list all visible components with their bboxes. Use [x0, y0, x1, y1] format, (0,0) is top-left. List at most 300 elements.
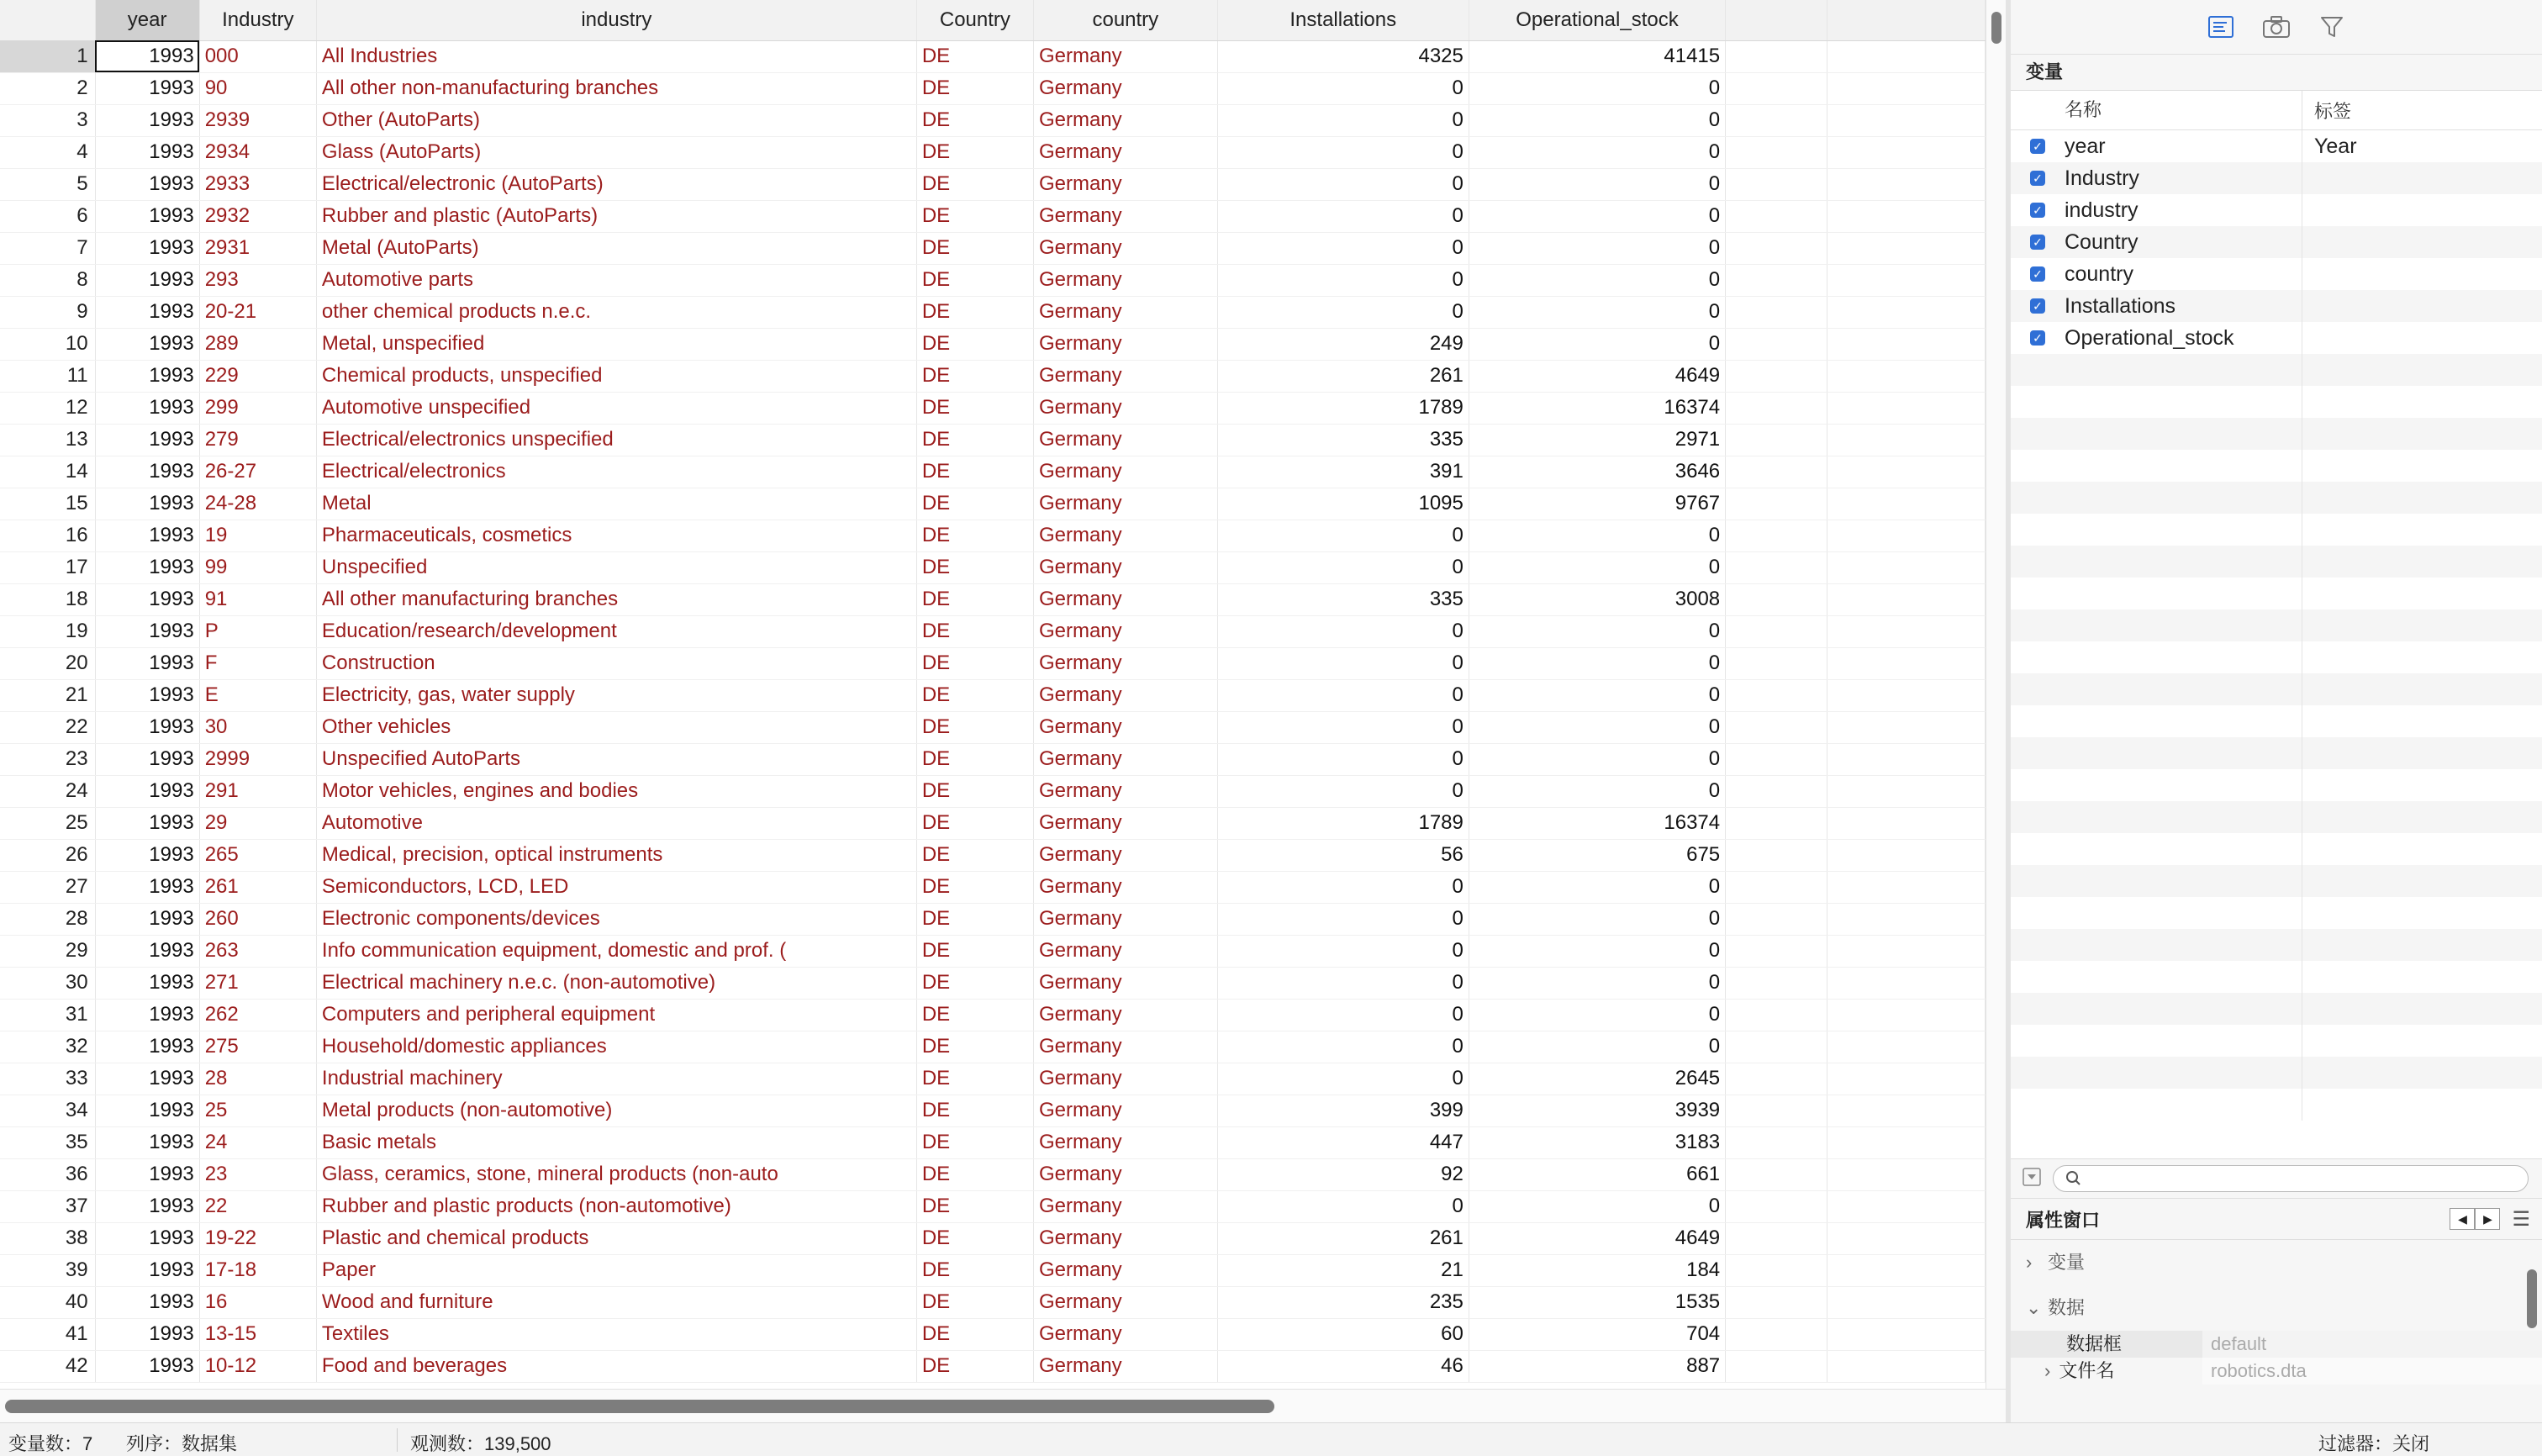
- cell-industry-code[interactable]: 23: [199, 1158, 316, 1190]
- cell-installations[interactable]: 0: [1217, 1063, 1469, 1095]
- empty-cell[interactable]: [1827, 551, 1985, 583]
- empty-cell[interactable]: [1827, 871, 1985, 903]
- cell-industry-name[interactable]: Metal products (non-automotive): [316, 1095, 916, 1126]
- cell-operational-stock[interactable]: 0: [1469, 1031, 1725, 1063]
- cell-industry-name[interactable]: Unspecified: [316, 551, 916, 583]
- table-row[interactable]: [0, 1126, 1986, 1158]
- cell-country-code[interactable]: DE: [916, 488, 1033, 520]
- cell-industry-name[interactable]: Glass (AutoParts): [316, 136, 916, 168]
- cell-industry-name[interactable]: Electricity, gas, water supply: [316, 679, 916, 711]
- table-row[interactable]: [0, 72, 1986, 104]
- cell-industry-name[interactable]: Electronic components/devices: [316, 903, 916, 935]
- table-row[interactable]: [0, 647, 1986, 679]
- empty-cell[interactable]: [1726, 679, 1827, 711]
- empty-cell[interactable]: [1827, 903, 1985, 935]
- empty-cell[interactable]: [1827, 1095, 1985, 1126]
- cell-country-name[interactable]: Germany: [1033, 647, 1217, 679]
- empty-cell[interactable]: [1726, 1190, 1827, 1222]
- cell-country-name[interactable]: Germany: [1033, 520, 1217, 551]
- cell-industry-code[interactable]: 19-22: [199, 1222, 316, 1254]
- name-column-header[interactable]: 名称: [2065, 91, 2302, 129]
- cell-country-code[interactable]: DE: [916, 903, 1033, 935]
- cell-country-name[interactable]: Germany: [1033, 839, 1217, 871]
- cell-country-code[interactable]: DE: [916, 1318, 1033, 1350]
- grid-horizontal-scroll-thumb[interactable]: [5, 1400, 1274, 1413]
- cell-year[interactable]: 1993: [95, 1286, 199, 1318]
- cell-year[interactable]: 1993: [95, 392, 199, 424]
- cell-country-name[interactable]: Germany: [1033, 296, 1217, 328]
- cell-operational-stock[interactable]: 0: [1469, 647, 1725, 679]
- table-row[interactable]: [0, 615, 1986, 647]
- cell-country-code[interactable]: DE: [916, 296, 1033, 328]
- cell-country-name[interactable]: Germany: [1033, 456, 1217, 488]
- cell-country-code[interactable]: DE: [916, 807, 1033, 839]
- row-number[interactable]: 2: [0, 72, 95, 104]
- cell-operational-stock[interactable]: 0: [1469, 168, 1725, 200]
- table-row[interactable]: [0, 1318, 1986, 1350]
- cell-operational-stock[interactable]: 0: [1469, 232, 1725, 264]
- cell-industry-code[interactable]: 229: [199, 360, 316, 392]
- cell-industry-name[interactable]: All other non-manufacturing branches: [316, 72, 916, 104]
- cell-installations[interactable]: 46: [1217, 1350, 1469, 1382]
- cell-industry-name[interactable]: Medical, precision, optical instruments: [316, 839, 916, 871]
- cell-year[interactable]: 1993: [95, 328, 199, 360]
- cell-installations[interactable]: 0: [1217, 1031, 1469, 1063]
- cell-country-name[interactable]: Germany: [1033, 136, 1217, 168]
- cell-industry-name[interactable]: All Industries: [316, 40, 916, 72]
- empty-cell[interactable]: [1726, 104, 1827, 136]
- cell-industry-name[interactable]: Plastic and chemical products: [316, 1222, 916, 1254]
- cell-industry-name[interactable]: Semiconductors, LCD, LED: [316, 871, 916, 903]
- cell-year[interactable]: 1993: [95, 232, 199, 264]
- cell-industry-code[interactable]: 28: [199, 1063, 316, 1095]
- row-number[interactable]: 34: [0, 1095, 95, 1126]
- cell-industry-code[interactable]: 24-28: [199, 488, 316, 520]
- cell-industry-code[interactable]: 10-12: [199, 1350, 316, 1382]
- row-number[interactable]: 42: [0, 1350, 95, 1382]
- empty-cell[interactable]: [1726, 1318, 1827, 1350]
- cell-country-name[interactable]: Germany: [1033, 775, 1217, 807]
- table-row[interactable]: [0, 1286, 1986, 1318]
- table-row[interactable]: [0, 839, 1986, 871]
- cell-operational-stock[interactable]: 4649: [1469, 360, 1725, 392]
- variable-row[interactable]: [2011, 130, 2542, 162]
- empty-cell[interactable]: [1827, 360, 1985, 392]
- table-row[interactable]: [0, 360, 1986, 392]
- row-number[interactable]: 40: [0, 1286, 95, 1318]
- cell-country-name[interactable]: Germany: [1033, 903, 1217, 935]
- cell-installations[interactable]: 1789: [1217, 392, 1469, 424]
- empty-cell[interactable]: [1827, 1318, 1985, 1350]
- cell-industry-name[interactable]: Electrical/electronics: [316, 456, 916, 488]
- cell-year[interactable]: 1993: [95, 1318, 199, 1350]
- cell-country-code[interactable]: DE: [916, 1222, 1033, 1254]
- cell-operational-stock[interactable]: 184: [1469, 1254, 1725, 1286]
- variable-row[interactable]: [2011, 322, 2542, 354]
- cell-country-name[interactable]: Germany: [1033, 711, 1217, 743]
- cell-industry-name[interactable]: Metal (AutoParts): [316, 232, 916, 264]
- empty-cell[interactable]: [1827, 935, 1985, 967]
- cell-year[interactable]: 1993: [95, 903, 199, 935]
- empty-cell[interactable]: [1726, 200, 1827, 232]
- empty-cell[interactable]: [1827, 136, 1985, 168]
- table-row[interactable]: [0, 488, 1986, 520]
- cell-year[interactable]: 1993: [95, 935, 199, 967]
- cell-operational-stock[interactable]: 3939: [1469, 1095, 1725, 1126]
- previous-arrow-icon[interactable]: ◀: [2450, 1208, 2475, 1230]
- cell-country-code[interactable]: DE: [916, 743, 1033, 775]
- variable-checkbox[interactable]: [2011, 171, 2065, 186]
- cell-industry-code[interactable]: 20-21: [199, 296, 316, 328]
- column-header-operational-stock[interactable]: Operational_stock: [1469, 0, 1725, 40]
- row-number[interactable]: 13: [0, 424, 95, 456]
- cell-year[interactable]: 1993: [95, 711, 199, 743]
- variable-checkbox[interactable]: [2011, 235, 2065, 250]
- cell-industry-code[interactable]: 265: [199, 839, 316, 871]
- cell-country-code[interactable]: DE: [916, 40, 1033, 72]
- grid-vertical-scrollbar[interactable]: [1986, 0, 2007, 1389]
- cell-operational-stock[interactable]: 3183: [1469, 1126, 1725, 1158]
- cell-country-name[interactable]: Germany: [1033, 328, 1217, 360]
- cell-industry-code[interactable]: 2999: [199, 743, 316, 775]
- variable-checkbox[interactable]: [2011, 203, 2065, 218]
- cell-operational-stock[interactable]: 0: [1469, 551, 1725, 583]
- row-number[interactable]: 22: [0, 711, 95, 743]
- cell-installations[interactable]: 0: [1217, 200, 1469, 232]
- cell-operational-stock[interactable]: 16374: [1469, 807, 1725, 839]
- cell-industry-name[interactable]: Construction: [316, 647, 916, 679]
- cell-operational-stock[interactable]: 0: [1469, 999, 1725, 1031]
- cell-industry-code[interactable]: 26-27: [199, 456, 316, 488]
- cell-industry-code[interactable]: 2932: [199, 200, 316, 232]
- cell-year[interactable]: 1993: [95, 1158, 199, 1190]
- cell-operational-stock[interactable]: 3008: [1469, 583, 1725, 615]
- cell-installations[interactable]: 0: [1217, 679, 1469, 711]
- column-header-country-code[interactable]: Country: [916, 0, 1033, 40]
- empty-cell[interactable]: [1827, 104, 1985, 136]
- empty-cell[interactable]: [1827, 807, 1985, 839]
- cell-country-name[interactable]: Germany: [1033, 264, 1217, 296]
- cell-country-code[interactable]: DE: [916, 839, 1033, 871]
- row-number[interactable]: 18: [0, 583, 95, 615]
- cell-industry-code[interactable]: 260: [199, 903, 316, 935]
- row-number[interactable]: 6: [0, 200, 95, 232]
- empty-cell[interactable]: [1827, 967, 1985, 999]
- cell-industry-name[interactable]: Household/domestic appliances: [316, 1031, 916, 1063]
- row-number-header[interactable]: [0, 0, 95, 40]
- cell-industry-name[interactable]: Rubber and plastic (AutoParts): [316, 200, 916, 232]
- empty-cell[interactable]: [1827, 488, 1985, 520]
- cell-year[interactable]: 1993: [95, 679, 199, 711]
- cell-installations[interactable]: 0: [1217, 871, 1469, 903]
- cell-country-name[interactable]: Germany: [1033, 1095, 1217, 1126]
- empty-cell[interactable]: [1726, 871, 1827, 903]
- cell-industry-code[interactable]: 000: [199, 40, 316, 72]
- row-number[interactable]: 12: [0, 392, 95, 424]
- empty-cell[interactable]: [1827, 999, 1985, 1031]
- cell-installations[interactable]: 0: [1217, 296, 1469, 328]
- empty-cell[interactable]: [1827, 1126, 1985, 1158]
- cell-year[interactable]: 1993: [95, 1126, 199, 1158]
- cell-country-name[interactable]: Germany: [1033, 1126, 1217, 1158]
- empty-cell[interactable]: [1726, 424, 1827, 456]
- cell-country-code[interactable]: DE: [916, 999, 1033, 1031]
- cell-installations[interactable]: 0: [1217, 520, 1469, 551]
- empty-cell[interactable]: [1726, 520, 1827, 551]
- cell-country-code[interactable]: DE: [916, 360, 1033, 392]
- cell-country-code[interactable]: DE: [916, 1286, 1033, 1318]
- cell-installations[interactable]: 0: [1217, 104, 1469, 136]
- empty-cell[interactable]: [1827, 711, 1985, 743]
- cell-country-name[interactable]: Germany: [1033, 168, 1217, 200]
- cell-industry-name[interactable]: Automotive: [316, 807, 916, 839]
- table-row[interactable]: [0, 232, 1986, 264]
- cell-industry-code[interactable]: 19: [199, 520, 316, 551]
- cell-country-code[interactable]: DE: [916, 232, 1033, 264]
- cell-installations[interactable]: 0: [1217, 743, 1469, 775]
- row-number[interactable]: 24: [0, 775, 95, 807]
- cell-operational-stock[interactable]: 0: [1469, 775, 1725, 807]
- cell-industry-name[interactable]: Other (AutoParts): [316, 104, 916, 136]
- empty-cell[interactable]: [1726, 296, 1827, 328]
- cell-installations[interactable]: 0: [1217, 903, 1469, 935]
- cell-year[interactable]: 1993: [95, 807, 199, 839]
- table-row[interactable]: [0, 967, 1986, 999]
- cell-installations[interactable]: 92: [1217, 1158, 1469, 1190]
- cell-industry-code[interactable]: 91: [199, 583, 316, 615]
- cell-industry-name[interactable]: Rubber and plastic products (non-automotive): [316, 1190, 916, 1222]
- row-number[interactable]: 4: [0, 136, 95, 168]
- filter-icon[interactable]: [2317, 12, 2347, 42]
- table-row[interactable]: [0, 296, 1986, 328]
- cell-industry-code[interactable]: 90: [199, 72, 316, 104]
- column-header-industry-code[interactable]: Industry: [199, 0, 316, 40]
- empty-cell[interactable]: [1726, 999, 1827, 1031]
- cell-year[interactable]: 1993: [95, 1222, 199, 1254]
- cell-country-name[interactable]: Germany: [1033, 488, 1217, 520]
- cell-industry-name[interactable]: Automotive unspecified: [316, 392, 916, 424]
- cell-country-name[interactable]: Germany: [1033, 1190, 1217, 1222]
- table-row[interactable]: [0, 1158, 1986, 1190]
- cell-industry-code[interactable]: 289: [199, 328, 316, 360]
- variable-row[interactable]: [2011, 290, 2542, 322]
- empty-cell[interactable]: [1726, 615, 1827, 647]
- empty-cell[interactable]: [1726, 647, 1827, 679]
- cell-industry-name[interactable]: Pharmaceuticals, cosmetics: [316, 520, 916, 551]
- cell-country-name[interactable]: Germany: [1033, 360, 1217, 392]
- cell-operational-stock[interactable]: 0: [1469, 264, 1725, 296]
- cell-year[interactable]: 1993: [95, 40, 199, 72]
- cell-installations[interactable]: 447: [1217, 1126, 1469, 1158]
- table-row[interactable]: [0, 743, 1986, 775]
- cell-operational-stock[interactable]: 0: [1469, 328, 1725, 360]
- empty-cell[interactable]: [1726, 264, 1827, 296]
- cell-industry-code[interactable]: 263: [199, 935, 316, 967]
- cell-industry-name[interactable]: Chemical products, unspecified: [316, 360, 916, 392]
- cell-operational-stock[interactable]: 0: [1469, 871, 1725, 903]
- cell-installations[interactable]: 0: [1217, 1190, 1469, 1222]
- empty-cell[interactable]: [1827, 40, 1985, 72]
- empty-cell[interactable]: [1827, 1190, 1985, 1222]
- cell-country-code[interactable]: DE: [916, 1350, 1033, 1382]
- cell-installations[interactable]: 335: [1217, 583, 1469, 615]
- empty-cell[interactable]: [1827, 1158, 1985, 1190]
- table-row[interactable]: [0, 264, 1986, 296]
- cell-operational-stock[interactable]: 0: [1469, 72, 1725, 104]
- cell-installations[interactable]: 261: [1217, 360, 1469, 392]
- cell-year[interactable]: 1993: [95, 1063, 199, 1095]
- cell-country-code[interactable]: DE: [916, 328, 1033, 360]
- empty-cell[interactable]: [1726, 328, 1827, 360]
- variable-row[interactable]: [2011, 226, 2542, 258]
- cell-industry-name[interactable]: Automotive parts: [316, 264, 916, 296]
- variables-table[interactable]: [2011, 91, 2542, 1158]
- cell-industry-name[interactable]: Motor vehicles, engines and bodies: [316, 775, 916, 807]
- empty-cell[interactable]: [1827, 775, 1985, 807]
- cell-year[interactable]: 1993: [95, 424, 199, 456]
- empty-cell[interactable]: [1726, 807, 1827, 839]
- cell-year[interactable]: 1993: [95, 520, 199, 551]
- property-filename[interactable]: [2011, 1358, 2542, 1385]
- cell-year[interactable]: 1993: [95, 871, 199, 903]
- cell-year[interactable]: 1993: [95, 839, 199, 871]
- cell-installations[interactable]: 1789: [1217, 807, 1469, 839]
- empty-cell[interactable]: [1726, 1350, 1827, 1382]
- empty-cell[interactable]: [1726, 1095, 1827, 1126]
- empty-cell[interactable]: [1726, 551, 1827, 583]
- cell-country-name[interactable]: Germany: [1033, 807, 1217, 839]
- empty-cell[interactable]: [1726, 488, 1827, 520]
- empty-cell[interactable]: [1827, 1350, 1985, 1382]
- table-row[interactable]: [0, 136, 1986, 168]
- cell-year[interactable]: 1993: [95, 647, 199, 679]
- empty-cell[interactable]: [1827, 615, 1985, 647]
- variable-checkbox[interactable]: [2011, 139, 2065, 154]
- cell-country-name[interactable]: Germany: [1033, 1350, 1217, 1382]
- row-number[interactable]: 36: [0, 1158, 95, 1190]
- row-number[interactable]: 26: [0, 839, 95, 871]
- cell-year[interactable]: 1993: [95, 200, 199, 232]
- empty-cell[interactable]: [1726, 1031, 1827, 1063]
- cell-installations[interactable]: 0: [1217, 967, 1469, 999]
- row-number[interactable]: 37: [0, 1190, 95, 1222]
- row-number[interactable]: 3: [0, 104, 95, 136]
- cell-year[interactable]: 1993: [95, 296, 199, 328]
- cell-country-name[interactable]: Germany: [1033, 200, 1217, 232]
- table-row[interactable]: [0, 1254, 1986, 1286]
- empty-cell[interactable]: [1827, 647, 1985, 679]
- empty-cell[interactable]: [1827, 679, 1985, 711]
- cell-year[interactable]: 1993: [95, 456, 199, 488]
- row-number[interactable]: 21: [0, 679, 95, 711]
- chevron-right-icon[interactable]: ›: [2044, 1360, 2051, 1381]
- column-header-industry-name[interactable]: industry: [316, 0, 916, 40]
- cell-installations[interactable]: 335: [1217, 424, 1469, 456]
- menu-icon[interactable]: ☰: [2512, 1207, 2530, 1231]
- cell-industry-code[interactable]: P: [199, 615, 316, 647]
- row-number[interactable]: 31: [0, 999, 95, 1031]
- table-row[interactable]: [0, 999, 1986, 1031]
- cell-operational-stock[interactable]: 0: [1469, 296, 1725, 328]
- cell-installations[interactable]: 0: [1217, 232, 1469, 264]
- cell-industry-name[interactable]: Education/research/development: [316, 615, 916, 647]
- row-number[interactable]: 7: [0, 232, 95, 264]
- empty-cell[interactable]: [1827, 839, 1985, 871]
- cell-country-name[interactable]: Germany: [1033, 392, 1217, 424]
- cell-year[interactable]: 1993: [95, 743, 199, 775]
- row-number[interactable]: 39: [0, 1254, 95, 1286]
- table-row[interactable]: [0, 1222, 1986, 1254]
- cell-installations[interactable]: 60: [1217, 1318, 1469, 1350]
- table-row[interactable]: [0, 1190, 1986, 1222]
- cell-operational-stock[interactable]: 887: [1469, 1350, 1725, 1382]
- table-row[interactable]: [0, 1095, 1986, 1126]
- cell-industry-code[interactable]: 2934: [199, 136, 316, 168]
- cell-country-code[interactable]: DE: [916, 1126, 1033, 1158]
- cell-installations[interactable]: 0: [1217, 935, 1469, 967]
- cell-country-code[interactable]: DE: [916, 583, 1033, 615]
- cell-country-code[interactable]: DE: [916, 72, 1033, 104]
- cell-country-name[interactable]: Germany: [1033, 551, 1217, 583]
- cell-country-code[interactable]: DE: [916, 392, 1033, 424]
- empty-cell[interactable]: [1827, 1254, 1985, 1286]
- variable-row[interactable]: [2011, 258, 2542, 290]
- cell-year[interactable]: 1993: [95, 72, 199, 104]
- empty-cell[interactable]: [1827, 1286, 1985, 1318]
- cell-country-code[interactable]: DE: [916, 1158, 1033, 1190]
- table-row[interactable]: [0, 1031, 1986, 1063]
- row-number[interactable]: 38: [0, 1222, 95, 1254]
- cell-industry-code[interactable]: 2933: [199, 168, 316, 200]
- property-frame[interactable]: [2011, 1331, 2542, 1358]
- cell-installations[interactable]: 261: [1217, 1222, 1469, 1254]
- cell-installations[interactable]: 399: [1217, 1095, 1469, 1126]
- cell-operational-stock[interactable]: 0: [1469, 903, 1725, 935]
- grid-horizontal-scrollbar[interactable]: [0, 1389, 2006, 1423]
- empty-cell[interactable]: [1726, 743, 1827, 775]
- cell-country-code[interactable]: DE: [916, 871, 1033, 903]
- cell-installations[interactable]: 56: [1217, 839, 1469, 871]
- cell-country-code[interactable]: DE: [916, 136, 1033, 168]
- cell-country-name[interactable]: Germany: [1033, 104, 1217, 136]
- cell-industry-name[interactable]: All other manufacturing branches: [316, 583, 916, 615]
- cell-operational-stock[interactable]: 2645: [1469, 1063, 1725, 1095]
- empty-cell[interactable]: [1726, 40, 1827, 72]
- empty-column-header[interactable]: [1726, 0, 1827, 40]
- table-row[interactable]: [0, 1350, 1986, 1382]
- table-row[interactable]: [0, 711, 1986, 743]
- filter-dropdown-icon[interactable]: [2023, 1168, 2041, 1190]
- empty-cell[interactable]: [1827, 296, 1985, 328]
- empty-cell[interactable]: [1827, 743, 1985, 775]
- cell-year[interactable]: 1993: [95, 488, 199, 520]
- cell-country-name[interactable]: Germany: [1033, 1063, 1217, 1095]
- table-row[interactable]: [0, 871, 1986, 903]
- row-number[interactable]: 10: [0, 328, 95, 360]
- row-number[interactable]: 11: [0, 360, 95, 392]
- empty-cell[interactable]: [1827, 1222, 1985, 1254]
- cell-industry-code[interactable]: 291: [199, 775, 316, 807]
- cell-installations[interactable]: 0: [1217, 711, 1469, 743]
- cell-industry-code[interactable]: 262: [199, 999, 316, 1031]
- cell-year[interactable]: 1993: [95, 1031, 199, 1063]
- column-header-year[interactable]: year: [95, 0, 199, 40]
- empty-cell[interactable]: [1827, 72, 1985, 104]
- cell-industry-code[interactable]: 24: [199, 1126, 316, 1158]
- cell-year[interactable]: 1993: [95, 168, 199, 200]
- table-row[interactable]: [0, 1063, 1986, 1095]
- table-row[interactable]: [0, 104, 1986, 136]
